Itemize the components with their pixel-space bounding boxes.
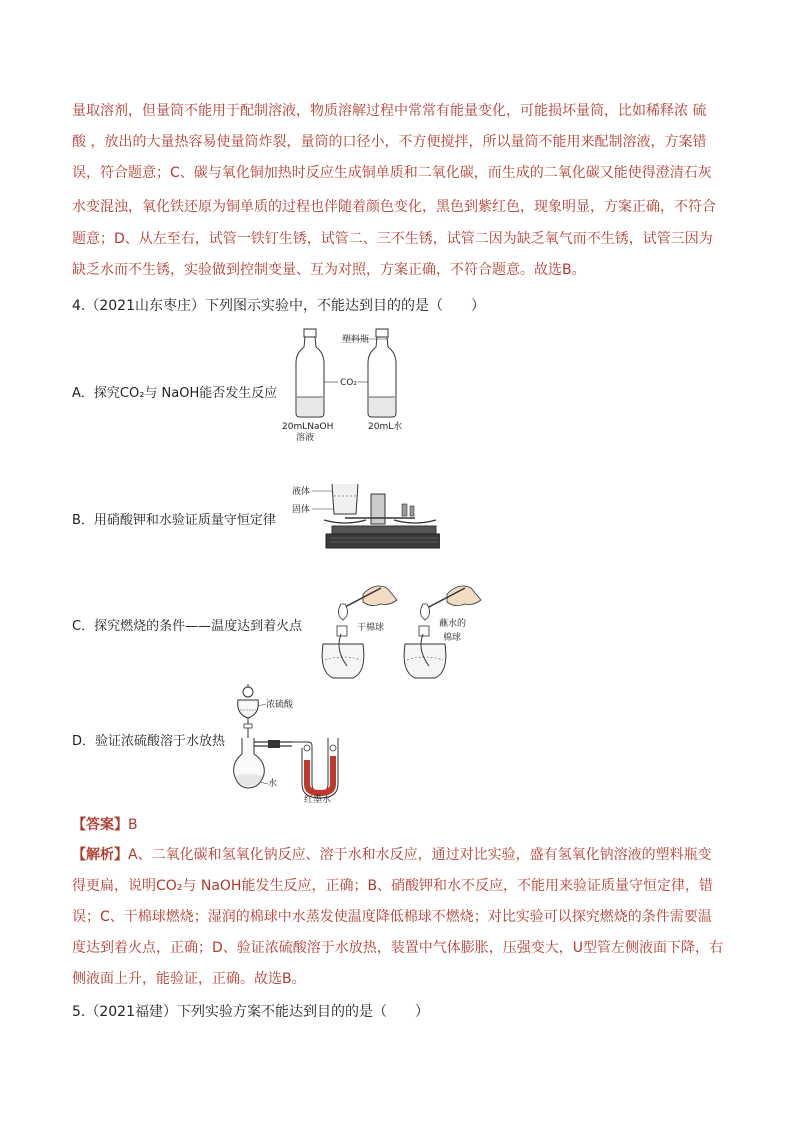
- u-tube-icon: [292, 738, 338, 798]
- flask-icon: [234, 738, 292, 788]
- answer-value: B: [128, 817, 138, 833]
- flame-left-icon: [338, 604, 347, 620]
- label-liquid: 液体: [292, 487, 311, 497]
- option-d-text: D．验证浓硫酸溶于水放热: [72, 734, 226, 749]
- question-5-stem: 5.（2021福建）下列实验方案不能达到目的的是（ ）: [72, 1004, 429, 1020]
- bottle-right-icon: [368, 329, 396, 417]
- analysis-line-1: [72, 842, 724, 869]
- prev-analysis-line-6: 缺乏水而不生锈，实验做到控制变量、互为对照，方案正确，不符合题意。故选B。: [72, 262, 586, 278]
- option-a-text: A．探究CO₂与 NaOH能否发生反应: [72, 386, 278, 401]
- analysis-line-4: 度达到着火点，正确；D、验证浓硫酸溶于水放热，装置中气体膨胀，压强变大，U型管左侧液面下降，右: [72, 940, 724, 956]
- dropping-funnel-icon: [238, 684, 259, 738]
- prev-analysis-line-2: 酸 ，放出的大量热容易使量筒炸裂，量筒的口径小，不方便搅拌，所以量筒不能用来配制溶液，方案错: [72, 134, 707, 150]
- label-red-ink: 红墨水: [304, 795, 332, 805]
- beaker-icon: [332, 484, 358, 514]
- label-solid: 固体: [292, 505, 311, 515]
- analysis-line-5: 侧液面上升，能验证，正确。故选B。: [72, 971, 306, 987]
- alcohol-lamp-right-icon: [404, 626, 446, 678]
- combustion-figure: [315, 574, 485, 682]
- flame-right-icon: [420, 604, 429, 620]
- hand-left-icon: [343, 586, 397, 608]
- alcohol-lamp-left-icon: [322, 626, 364, 678]
- prev-analysis-line-5: 题意；D、从左至右，试管一铁钉生锈，试管二、三不生锈，试管二因为缺乏氧气而不生锈，试管三因为: [72, 231, 713, 247]
- analysis-line-2: 得更扁，说明CO₂与 NaOH能发生反应，正确；B、硝酸钾和水不反应，不能用来验证质量守恒定律，错: [72, 878, 714, 894]
- label-conc-acid: 浓硫酸: [266, 700, 294, 710]
- label-wet-cotton-1: 蘸水的: [439, 619, 467, 629]
- label-plastic-bottle: 塑料瓶: [342, 335, 370, 345]
- label-co2: CO₂: [340, 378, 357, 388]
- hand-right-icon: [427, 586, 481, 608]
- plastic-bottle-figure: [278, 325, 428, 435]
- label-solution: 溶液: [296, 433, 315, 443]
- answer-line: [72, 815, 138, 835]
- option-c-text: C．探究燃烧的条件——温度达到着火点: [72, 619, 303, 634]
- label-naoh: 20mLNaOH: [282, 422, 334, 432]
- question-4-stem: 4.（2021山东枣庄）下列图示实验中，不能达到目的的是（ ）: [72, 298, 485, 314]
- label-dry-cotton: 干棉球: [357, 623, 385, 633]
- prev-analysis-line-4: 水变混浊，氧化铁还原为铜单质的过程也伴随着颜色变化，黑色到紫红色，现象明显，方案正确，不符合: [72, 199, 716, 215]
- label-water: 20mL水: [368, 422, 403, 432]
- option-b-text: B．用硝酸钾和水验证质量守恒定律: [72, 513, 276, 528]
- bottle-left-icon: [296, 329, 324, 417]
- prev-analysis-line-1: 量取溶剂，但量筒不能用于配制溶液，物质溶解过程中常常有能量变化，可能损坏量筒，比如稀释浓 硫: [72, 103, 707, 119]
- label-wet-cotton-2: 棉球: [443, 633, 462, 643]
- label-water-flask: 水: [268, 779, 278, 789]
- balance-figure: [290, 478, 440, 558]
- analysis-tag: 【解析】: [72, 847, 128, 863]
- analysis-line-3: 误；C、干棉球燃烧；湿润的棉球中水蒸发使温度降低棉球不燃烧；对比实验可以探究燃烧的条件需要温: [72, 909, 712, 925]
- prev-analysis-line-3: 误，符合题意；C、碳与氧化铜加热时反应生成铜单质和二氧化碳，而生成的二氧化碳又能使得澄清石灰: [72, 165, 712, 181]
- acid-heat-figure: [232, 680, 342, 802]
- analysis-text-1: A、二氧化碳和氢氧化钠反应、溶于水和水反应，通过对比实验，盛有氢氧化钠溶液的塑料瓶变: [128, 847, 712, 863]
- answer-tag: 【答案】: [72, 817, 128, 833]
